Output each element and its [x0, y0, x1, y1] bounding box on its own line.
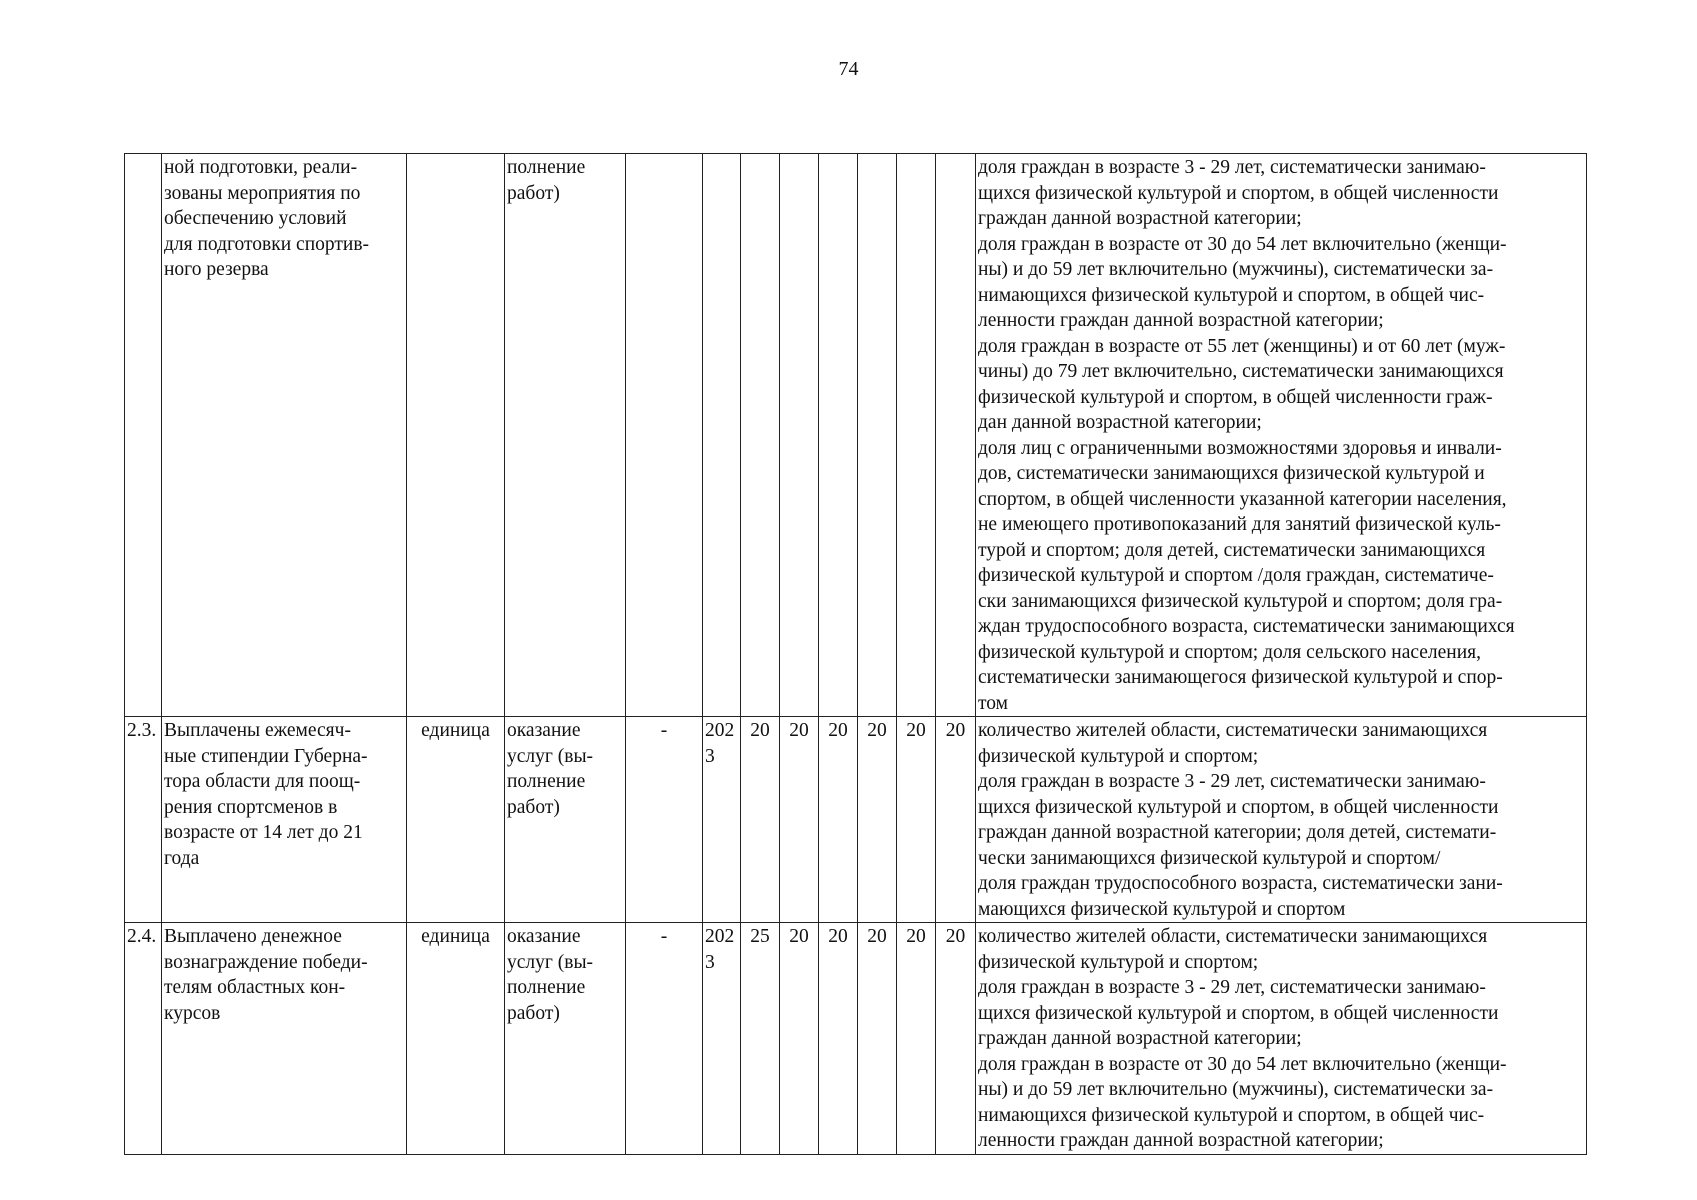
unit-of-measure: [407, 154, 505, 717]
base-value: -: [626, 923, 703, 1155]
value-2: 20: [780, 923, 819, 1155]
value-2: [780, 154, 819, 717]
row-number: 2.3.: [125, 717, 162, 923]
unit-of-measure: единица: [407, 717, 505, 923]
related-indicators: количество жителей области, систематически занимающихся физической культурой и спортом; доля граждан в возрасте 3 - 29 лет, систематически занимаю- щихся физической культурой и спортом, в общей численности граждан данной возрастной категории; доля детей, системати- чески занимающихся физической культурой и спортом/ доля граждан трудоспособного возраста, систематически зани- мающихся физической культурой и спортом: [976, 717, 1587, 923]
table-row: [125, 154, 1587, 717]
result-type: оказание услуг (вы- полнение работ): [505, 717, 626, 923]
unit-of-measure: единица: [407, 923, 505, 1155]
related-indicators: доля граждан в возрасте 3 - 29 лет, систематически занимаю- щихся физической культурой и спортом, в общей численности граждан данной возрастной категории; доля граждан в возрасте от 30 до 54 лет включительно (женщи- ны) и до 59 лет включительно (мужчины), систематически за- нимающихся физической культурой и спортом, в общей чис- ленности граждан данной возрастной категории; доля граждан в возрасте от 55 лет (женщины) и от 60 лет (муж- чины) до 79 лет включительно, систематически занимающихся физической культурой и спортом, в общей численности граж- дан данной возрастной категории; доля лиц с ограниченными возможностями здоровья и инвали- дов, систематически занимающихся физической культурой и спортом, в общей численности указанной категории населения, не имеющего противопоказаний для занятий физической куль- турой и спортом; доля детей, систематически занимающихся физической культурой и спортом /доля граждан, систематиче- ски занимающихся физической культурой и спортом; доля гра- ждан трудоспособного возраста, систематически занимающихся физической культурой и спортом; доля сельского населения, систематически занимающегося физической культурой и спор- том: [976, 154, 1587, 717]
value-5: 20: [897, 923, 936, 1155]
value-2: 20: [780, 717, 819, 923]
value-3: [819, 154, 858, 717]
value-5: [897, 154, 936, 717]
row-number: 2.4.: [125, 923, 162, 1155]
base-value: [626, 154, 703, 717]
table-row: [125, 717, 1587, 923]
value-3: 20: [819, 717, 858, 923]
table-row: [125, 923, 1587, 1155]
value-6: [936, 154, 976, 717]
program-table: [124, 153, 1587, 1155]
base-year: 2023: [703, 717, 741, 923]
value-4: 20: [858, 923, 897, 1155]
value-1: 20: [741, 717, 780, 923]
value-6: 20: [936, 923, 976, 1155]
value-6: 20: [936, 717, 976, 923]
value-1: 25: [741, 923, 780, 1155]
event-name: Выплачены ежемесяч- ные стипендии Губерна- тора области для поощ- рения спортсменов в возрасте от 14 лет до 21 года: [162, 717, 407, 923]
value-4: 20: [858, 717, 897, 923]
related-indicators: количество жителей области, систематически занимающихся физической культурой и спортом; доля граждан в возрасте 3 - 29 лет, систематически занимаю- щихся физической культурой и спортом, в общей численности граждан данной возрастной категории; доля граждан в возрасте от 30 до 54 лет включительно (женщи- ны) и до 59 лет включительно (мужчины), систематически за- нимающихся физической культурой и спортом, в общей чис- ленности граждан данной возрастной категории;: [976, 923, 1587, 1155]
event-name: Выплачено денежное вознаграждение победи- телям областных кон- курсов: [162, 923, 407, 1155]
value-3: 20: [819, 923, 858, 1155]
event-name: ной подготовки, реали- зованы мероприятия по обеспечению условий для подготовки спортив- ного резерва: [162, 154, 407, 717]
value-1: [741, 154, 780, 717]
value-4: [858, 154, 897, 717]
result-type: оказание услуг (вы- полнение работ): [505, 923, 626, 1155]
result-type: полнение работ): [505, 154, 626, 717]
base-value: -: [626, 717, 703, 923]
base-year: [703, 154, 741, 717]
page-number: 74: [838, 58, 859, 80]
row-number: [125, 154, 162, 717]
base-year: 2023: [703, 923, 741, 1155]
value-5: 20: [897, 717, 936, 923]
